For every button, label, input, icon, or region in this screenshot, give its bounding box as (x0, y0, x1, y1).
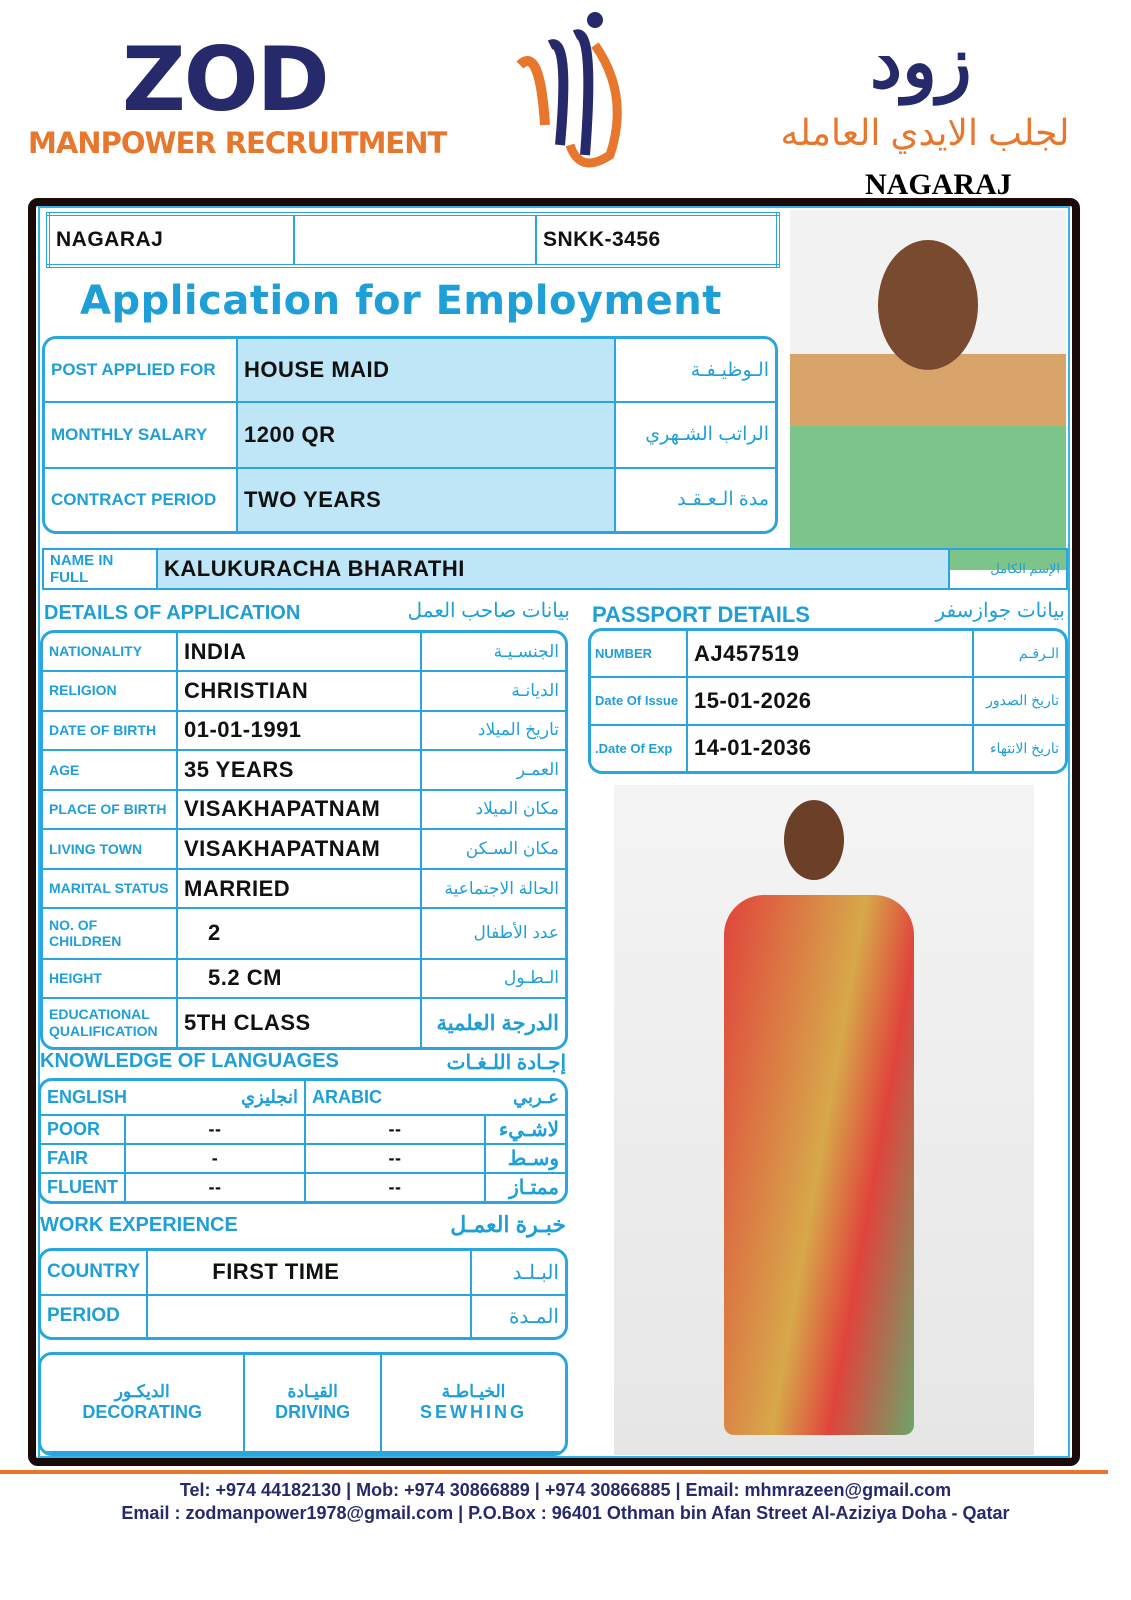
period-label-ar: المـدة (508, 1305, 559, 1328)
language-level: POOR (41, 1115, 125, 1144)
detail-label-ar: الدرجة العلمية (436, 1011, 559, 1035)
detail-label: RELIGION (43, 671, 177, 711)
skill-cell (41, 1355, 244, 1452)
english-level-value: -- (125, 1173, 305, 1201)
post-label: POST APPLIED FOR (45, 339, 237, 402)
detail-label: EDUCATIONAL QUALIFICATION (43, 998, 177, 1047)
detail-value: 5.2 CM (177, 959, 421, 999)
name-label-ar: الإسم الكامل (949, 549, 1067, 589)
brand-logo-text: ZOD (122, 28, 328, 131)
passport-title: PASSPORT DETAILS (592, 602, 810, 627)
detail-label: LIVING TOWN (43, 829, 177, 869)
details-title: DETAILS OF APPLICATION (44, 602, 301, 624)
language-row (41, 1115, 565, 1144)
detail-value: CHRISTIAN (177, 671, 421, 711)
detail-row (43, 998, 565, 1047)
work-title: WORK EXPERIENCE (40, 1214, 238, 1236)
detail-label: NO. OF CHILDREN (43, 908, 177, 958)
arabic-level-value: -- (305, 1173, 485, 1201)
details-title-ar: بيانات صاحب العمل (407, 600, 570, 622)
skill-label-ar: القيـادة (287, 1382, 338, 1401)
passport-value: AJ457519 (687, 631, 973, 677)
work-box (38, 1248, 568, 1340)
passport-value: 14-01-2036 (687, 725, 973, 771)
skill-label-ar: الخيـاطـة (441, 1382, 506, 1401)
post-label-ar: الـوظيـفـة (615, 339, 775, 402)
brand-tagline: MANPOWER RECRUITMENT (28, 126, 447, 160)
skill-label: DECORATING (82, 1402, 203, 1423)
language-level-ar: ممتـاز (509, 1177, 559, 1200)
middle-cell (294, 214, 536, 266)
work-title-ar: خبـرة العمـل (450, 1212, 566, 1237)
detail-label: DATE OF BIRTH (43, 711, 177, 751)
english-header: ENGLISH انجليزي (41, 1081, 305, 1115)
post-value: HOUSE MAID (237, 339, 615, 402)
full-name: KALUKURACHA BHARATHI (157, 549, 949, 589)
name-label: NAME IN FULL (43, 549, 157, 589)
top-row (46, 212, 780, 268)
post-row (45, 339, 775, 402)
skill-label-ar: الديكـور (114, 1382, 170, 1401)
language-row (41, 1144, 565, 1173)
country-label: COUNTRY (41, 1251, 147, 1295)
detail-label: MARITAL STATUS (43, 869, 177, 909)
detail-label-ar: الجنسـيـة (421, 633, 565, 671)
language-level-ar: وسـط (485, 1144, 565, 1173)
post-row (45, 402, 775, 468)
detail-value: MARRIED (177, 869, 421, 909)
detail-label-ar: تاريخ الميلاد (421, 711, 565, 751)
detail-label: AGE (43, 750, 177, 790)
language-level: FLUENT (41, 1173, 125, 1201)
language-row (41, 1173, 565, 1201)
footer-address-line: Email : zodmanpower1978@gmail.com | P.O.Box : 96401 Othman bin Afan Street Al-Aziziya Doha - Qatar (121, 1503, 1010, 1523)
arabic-level-value: -- (305, 1144, 485, 1173)
english-level-value: - (125, 1144, 305, 1173)
english-level-value: -- (125, 1115, 305, 1144)
passport-label: NUMBER (591, 631, 687, 677)
detail-value: 01-01-1991 (177, 711, 421, 751)
full-body-photo (614, 785, 1034, 1455)
passport-label: Date Of Issue (591, 677, 687, 725)
period-label: PERIOD (41, 1295, 147, 1337)
detail-row (43, 671, 565, 711)
arabic-level-value: -- (305, 1115, 485, 1144)
detail-label: PLACE OF BIRTH (43, 790, 177, 830)
detail-label-ar: الديانـة (421, 671, 565, 711)
detail-value: VISAKHAPATNAM (177, 790, 421, 830)
post-label: CONTRACT PERIOD (45, 468, 237, 531)
post-value: TWO YEARS (237, 468, 615, 531)
detail-label: NATIONALITY (43, 633, 177, 671)
detail-row (43, 908, 565, 958)
post-label-ar: الراتب الشـهري (615, 402, 775, 468)
detail-label: HEIGHT (43, 959, 177, 999)
country-value: FIRST TIME (147, 1251, 471, 1295)
detail-label-ar: الحالة الاجتماعية (421, 869, 565, 909)
candidate-label: NAGARAJ (865, 168, 1012, 201)
skill-cell (205, 1453, 332, 1456)
passport-value: 15-01-2026 (687, 677, 973, 725)
passport-row (591, 631, 1065, 677)
languages-title-ar: إجـادة اللـغـات (446, 1052, 566, 1074)
page-title: Application for Employment (80, 278, 722, 324)
footer-contact-line: Tel: +974 44182130 | Mob: +974 30866889 | +974 30866885 | Email: mhmrazeen@gmail.com (179, 1480, 952, 1500)
passport-label: .Date Of Exp (591, 725, 687, 771)
post-label-ar: مدة الـعـقـد (677, 489, 769, 511)
skill-cell (244, 1355, 381, 1452)
skill-label: DRIVING (275, 1402, 351, 1423)
passport-title-ar: بيانات جوازسفر (935, 600, 1065, 622)
skill-cell (381, 1355, 565, 1452)
post-row (45, 468, 775, 531)
detail-label-ar: العمـر (421, 750, 565, 790)
period-value (147, 1295, 471, 1337)
country-label-ar: البـلـد (471, 1251, 565, 1295)
detail-row (43, 711, 565, 751)
detail-row (43, 750, 565, 790)
detail-row (43, 633, 565, 671)
detail-label-ar: الـطـول (421, 959, 565, 999)
detail-row (43, 959, 565, 999)
passport-row (591, 677, 1065, 725)
detail-value: VISAKHAPATNAM (177, 829, 421, 869)
language-level-ar: لاشـيء (485, 1115, 565, 1144)
languages-box (38, 1078, 568, 1204)
detail-row (43, 869, 565, 909)
skill-cell (41, 1453, 205, 1456)
detail-label-ar: عدد الأطفال (421, 908, 565, 958)
portrait-photo (790, 210, 1066, 570)
post-box (42, 336, 778, 534)
passport-row (591, 725, 1065, 771)
skill-cell (449, 1453, 565, 1456)
detail-value: INDIA (177, 633, 421, 671)
detail-value: 35 YEARS (177, 750, 421, 790)
detail-label-ar: مكان الميلاد (421, 790, 565, 830)
agent-name: NAGARAJ (48, 214, 294, 266)
arabic-tagline: لجلب الايدي العامله (780, 112, 1070, 153)
language-level: FAIR (41, 1144, 125, 1173)
detail-row (43, 829, 565, 869)
name-row (42, 548, 1068, 590)
passport-label-ar: الـرقـم (973, 631, 1065, 677)
skills-box (38, 1352, 568, 1456)
details-box (40, 630, 568, 1050)
languages-title: KNOWLEDGE OF LANGUAGES (40, 1050, 339, 1072)
passport-label-ar: تاريخ الصدور (973, 677, 1065, 725)
skill-label: SEWHING (419, 1402, 527, 1423)
reference-code: SNKK-3456 (536, 214, 778, 266)
passport-box (588, 628, 1068, 774)
post-value: 1200 QR (237, 402, 615, 468)
arabic-brand: زود (870, 23, 972, 103)
detail-label-ar: مكان السـكن (421, 829, 565, 869)
arabic-header: ARABIC عـربي (305, 1081, 565, 1115)
detail-value: 5TH CLASS (177, 998, 421, 1047)
skill-cell (332, 1453, 449, 1456)
detail-row (43, 790, 565, 830)
brand-logo-icon (500, 5, 635, 175)
detail-value: 2 (177, 908, 421, 958)
footer-divider (0, 1470, 1108, 1474)
passport-label-ar: تاريخ الانتهاء (989, 739, 1059, 756)
post-label: MONTHLY SALARY (45, 402, 237, 468)
